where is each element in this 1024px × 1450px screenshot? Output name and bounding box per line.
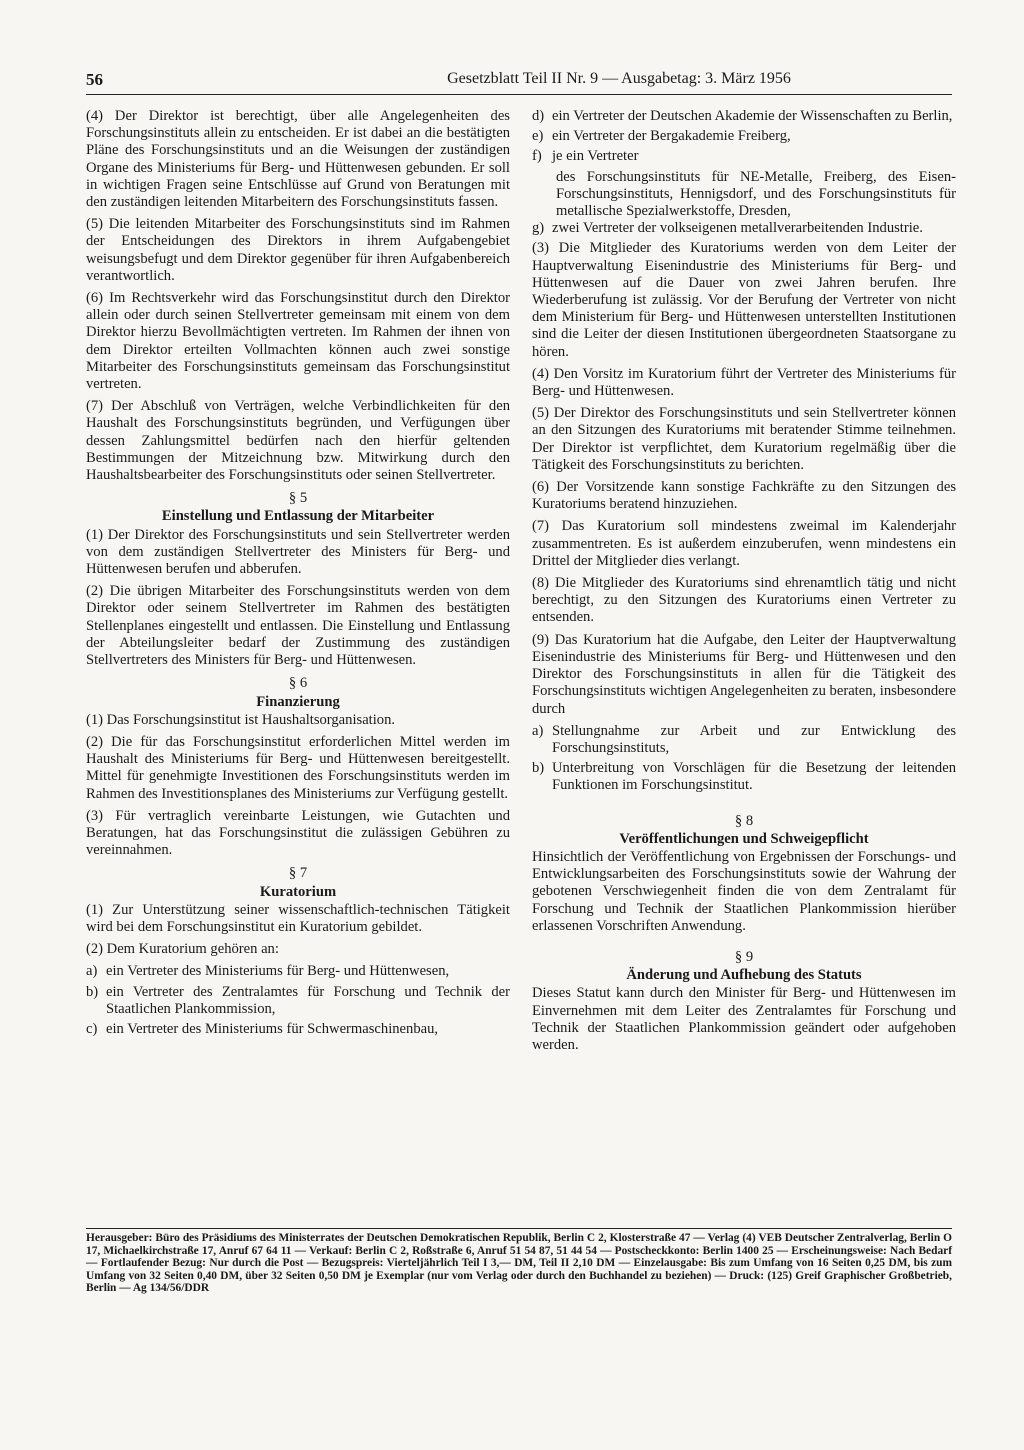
list-item [532, 760, 956, 794]
section-title-8: Veröffentlichungen und Schweigepflicht [619, 830, 869, 847]
list-item [86, 963, 510, 980]
list-text: ein Vertreter der Bergakademie Freiberg, [552, 128, 791, 145]
list-item [532, 220, 956, 237]
section-title-7: Kuratorium [259, 883, 337, 900]
list-item [86, 1021, 510, 1038]
list-text: Stellungnahme zur Arbeit und zur Entwicklung des Forschungsinstituts, [552, 722, 956, 756]
paragraph: (2) Die übrigen Mitarbeiter des Forschungsinstituts werden von dem Direktor oder seinem Stellvertreter im Rahmen des bestätigten Stellenplanes eingestellt und entlassen. Die Einstellung und Entlassung der Abteilungsleiter bedarf der Zustimmung des zuständigen Stellvertreters des Ministers für Berg- und Hüttenwesen. [86, 583, 510, 669]
list-text: je ein Vertreter [552, 148, 639, 165]
paragraph: (4) Der Direktor ist berechtigt, über alle Angelegenheiten des Forschungsinstituts allein zu entscheiden. Er ist dabei an die bestätigten Pläne des Forschungsinstituts und an die Weisungen der zuständigen Organe des Ministeriums für Berg- und Hüttenwesen gebunden. Er soll in wichtigen Fragen seine Entschlüsse auf Grund von Beratungen mit den zuständigen leitenden Mitarbeitern des Forschungsinstituts fassen. [86, 108, 510, 211]
imprint-text: Herausgeber: Büro des Präsidiums des Ministerrates der Deutschen Demokratischen Republik, Berlin C 2, Klosterstraße 47 — Verlag (4) VEB Deutscher Zentralverlag, Berlin O 17, Michaelkirchstraße 17, Anruf 67 64 11 — Verkauf: Berlin C 2, Roßstraße 6, Anruf 51 54 87, 51 44 54 — Postscheckkonto: Berlin 1400 25 — Erscheinungsweise: Nach Bedarf — Fortlaufender Bezug: Nur durch die Post — Bezugspreis: Vierteljährlich Teil I 3,— DM, Teil II 2,10 DM — Einzelausgabe: Bis zum Umfang von 16 Seiten 0,25 DM, bis zum Umfang von 32 Seiten 0,40 DM, über 32 Seiten 0,50 DM je Exemplar (nur vom Verlag oder durch den Buchhandel zu beziehen) — Druck: (125) Greif Graphischer Großbetrieb, Berlin — Ag 134/56/DDR [86, 1232, 952, 1295]
paragraph: (5) Der Direktor des Forschungsinstituts und sein Stellvertreter können an den Sitzungen des Kuratoriums mit beratender Stimme teilnehmen. Der Direktor ist verpflichtet, dem Kuratorium regelmäßig über die Tätigkeit des Forschungsinstituts zu berichten. [532, 405, 956, 473]
right-column [532, 108, 956, 1059]
list-text: zwei Vertreter der volkseigenen metallverarbeitenden Industrie. [552, 220, 923, 237]
list-label: e) [532, 128, 544, 145]
paragraph: (3) Für vertraglich vereinbarte Leistungen, wie Gutachten und Beratungen, hat das Forschungsinstitut die zulässigen Gebühren zu vereinnahmen. [86, 807, 510, 859]
section-mark-7: § 7 [288, 865, 308, 882]
list-item [532, 148, 956, 165]
imprint-footer [86, 1228, 952, 1295]
list-text: ein Vertreter des Ministeriums für Berg- und Hüttenwesen, [106, 963, 450, 980]
list-label: d) [532, 108, 545, 124]
paragraph: (2) Dem Kuratorium gehören an: [86, 941, 279, 958]
running-title: Gesetzblatt Teil II Nr. 9 — Ausgabetag: 3. März 1956 [447, 70, 791, 87]
section-title-6: Finanzierung [256, 693, 340, 710]
list-text: ein Vertreter des Ministeriums für Schwermaschinenbau, [106, 1020, 439, 1037]
page-number: 56 [86, 70, 103, 89]
list-item [86, 984, 510, 1018]
list-item [532, 723, 956, 757]
list-text: Unterbreitung von Vorschlägen für die Besetzung der leitenden Funktionen im Forschungsinstitut. [552, 760, 956, 794]
paragraph: (6) Der Vorsitzende kann sonstige Fachkräfte zu den Sitzungen des Kuratoriums beratend hinzuziehen. [532, 479, 956, 513]
paragraph: (1) Zur Unterstützung seiner wissenschaftlich-technischen Tätigkeit wird bei dem Forschungsinstitut ein Kuratorium gebildet. [86, 901, 510, 935]
list-label: b) [86, 983, 99, 1000]
paragraph: (8) Die Mitglieder des Kuratoriums sind ehrenamtlich tätig und nicht berechtigt, zu den Sitzungen des Kuratoriums einen Vertreter zu entsenden. [532, 575, 956, 626]
paragraph: (9) Das Kuratorium hat die Aufgabe, den Leiter der Hauptverwaltung Eisenindustrie des Ministeriums für Berg- und Hüttenwesen und den Direktor des Forschungsinstituts in allen für die Tätigkeit des Forschungsinstituts wichtigen Angelegenheiten zu beraten, insbesondere durch [532, 631, 956, 717]
list-label: f) [532, 148, 542, 165]
paragraph: (7) Der Abschluß von Verträgen, welche Verbindlichkeiten für den Haushalt des Forschungsinstituts begründen, und Verfügungen über dessen Zahlungsmittel bedürfen nach den hierfür geltenden Bestimmungen der Mitzeichnung bzw. Mitwirkung durch den Haushaltsbearbeiter des Forschungsinstituts oder seinen Stellvertreter. [86, 398, 510, 484]
paragraph: (6) Im Rechtsverkehr wird das Forschungsinstitut durch den Direktor allein oder durch seinen Stellvertreter gemeinsam mit einem von dem Direktor hierzu Bevollmächtigten vertreten. Im Rahmen der ihnen von dem Direktor erteilten Vollmachten können auch zwei sonstige Mitarbeiter des Forschungsinstituts gemeinsam das Forschungsinstitut vertreten. [86, 290, 510, 393]
list-text: ein Vertreter des Zentralamtes für Forschung und Technik der Staatlichen Plankommission, [106, 983, 510, 1017]
list-label: c) [86, 1020, 98, 1037]
left-column [86, 108, 510, 1041]
list-text: ein Vertreter der Deutschen Akademie der Wissenschaften zu Berlin, [552, 108, 953, 124]
section-mark-8: § 8 [734, 812, 754, 829]
paragraph: (4) Den Vorsitz im Kuratorium führt der Vertreter des Ministeriums für Berg- und Hüttenwesen. [532, 365, 956, 400]
paragraph: (5) Die leitenden Mitarbeiter des Forschungsinstituts sind im Rahmen der Entscheidungen des Direktors in ihrem Aufgabengebiet weisungsbefugt und dem Direktor gegenüber für ihren Aufgabenbereich verantwortlich. [86, 216, 510, 284]
list-label: g) [532, 220, 545, 237]
paragraph: (7) Das Kuratorium soll mindestens zweimal im Kalenderjahr zusammentreten. Es ist außerdem einzuberufen, wenn mindestens ein Drittel der Mitglieder dies verlangt. [532, 518, 956, 569]
section-mark-5: § 5 [288, 490, 308, 507]
list-label: b) [532, 760, 545, 777]
section-title-9: Änderung und Aufhebung des Statuts [626, 967, 862, 984]
paragraph: (1) Das Forschungsinstitut ist Haushaltsorganisation. [86, 711, 396, 728]
page-header [86, 70, 952, 95]
paragraph: (2) Die für das Forschungsinstitut erforderlichen Mittel werden im Haushalt des Ministeriums für Berg- und Hüttenwesen bereitgestellt. Mittel für genehmigte Investitionen des Forschungsinstituts werden im Rahmen des Investitionsplanes des Ministeriums zur Verfügung gestellt. [86, 733, 510, 802]
list-subtext: des Forschungsinstituts für NE-Metalle, Freiberg, des Eisen-Forschungsinstituts, Hennigsdorf, und des Forschungsinstituts für metallische Spezialwerkstoffe, Dresden, [556, 168, 956, 220]
paragraph: (3) Die Mitglieder des Kuratoriums werden von dem Leiter der Hauptverwaltung Eisenindustrie des Ministeriums für Berg- und Hüttenwesen auf die Dauer von zwei Jahren berufen. Ihre Wiederberufung ist zulässig. Vor der Berufung der Vertreter von nicht dem Ministerium für Berg- und Hüttenwesen unterstellten Institutionen sind die Leiter der diesen Institutionen übergeordneten Staatsorgane zu hören. [532, 240, 956, 360]
section-mark-9: § 9 [734, 948, 754, 965]
section-mark-6: § 6 [288, 675, 308, 692]
paragraph: (1) Der Direktor des Forschungsinstituts und sein Stellvertreter werden von dem zuständigen Stellvertreter des Ministers für Berg- und Hüttenwesen berufen und abberufen. [86, 526, 510, 578]
list-label: a) [532, 722, 544, 739]
list-label: a) [86, 963, 98, 980]
paragraph: Hinsichtlich der Veröffentlichung von Ergebnissen der Forschungs- und Entwicklungsarbeiten des Forschungsinstituts sowie der Wahrung der gebotenen Verschwiegenheit finden die von dem Zentralamt für Forschung und Technik der Staatlichen Plankommission hierüber erlassenen Vorschriften Anwendung. [532, 848, 956, 934]
section-title-5: Einstellung und Entlassung der Mitarbeiter [161, 508, 435, 525]
paragraph: Dieses Statut kann durch den Minister für Berg- und Hüttenwesen im Einvernehmen mit dem Leiter des Zentralamtes für Forschung und Technik der Staatlichen Plankommission geändert oder aufgehoben werden. [532, 985, 956, 1053]
list-item [532, 128, 956, 145]
list-item [532, 108, 956, 125]
